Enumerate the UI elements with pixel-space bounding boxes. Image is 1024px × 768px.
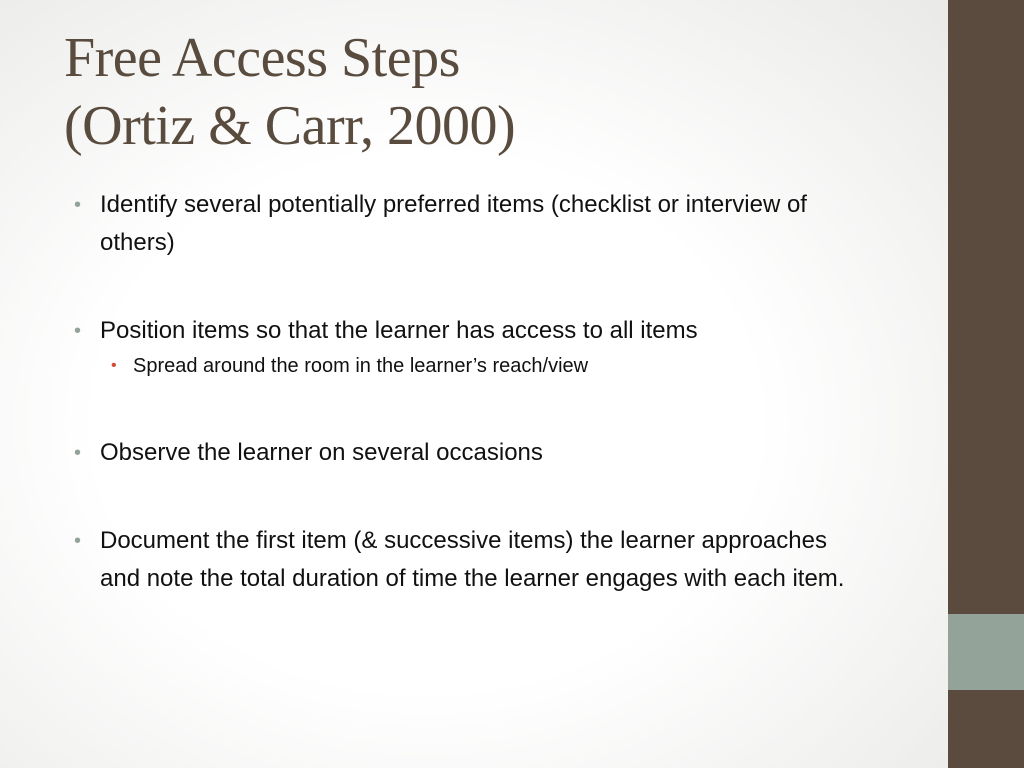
bullet-text: Position items so that the learner has access to all items xyxy=(100,317,698,344)
bullet-text: Observe the learner on several occasions xyxy=(100,439,543,466)
bullet-list xyxy=(72,186,862,598)
title-line-2: (Ortiz & Carr, 2000) xyxy=(64,95,516,157)
slide-title xyxy=(64,24,924,160)
sub-bullet-item xyxy=(72,350,862,382)
title-line-1: Free Access Steps xyxy=(64,27,460,89)
bullet-icon: • xyxy=(74,442,82,464)
bullet-item xyxy=(72,522,862,598)
bullet-text: Identify several potentially preferred items (checklist or interview of others) xyxy=(100,191,807,256)
side-accent-square xyxy=(948,614,1024,690)
bullet-icon: • xyxy=(74,320,82,342)
sub-bullet-icon: • xyxy=(111,357,117,374)
bullet-item xyxy=(72,312,862,350)
bullet-item xyxy=(72,186,862,262)
bullet-text: Document the first item (& successive items) the learner approaches and note the total duration of time the learner engages with each item. xyxy=(100,527,845,592)
bullet-icon: • xyxy=(74,194,82,216)
bullet-icon: • xyxy=(74,530,82,552)
sub-bullet-text: Spread around the room in the learner’s reach/view xyxy=(133,355,589,377)
bullet-item xyxy=(72,434,862,472)
